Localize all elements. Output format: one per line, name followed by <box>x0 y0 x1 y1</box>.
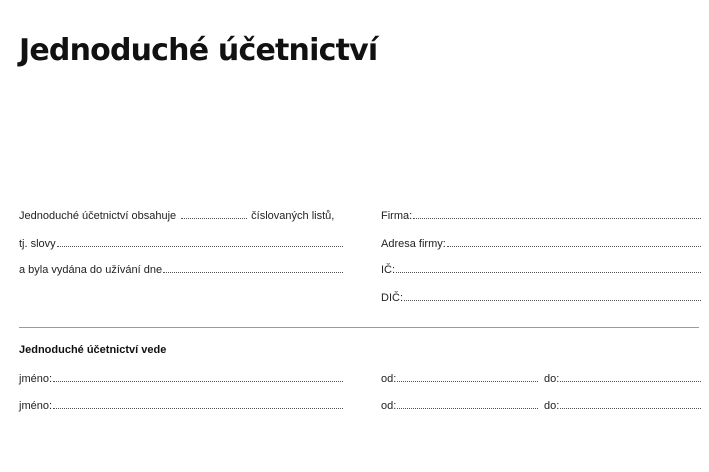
keeper-to-field[interactable] <box>560 407 701 409</box>
dic-label: DIČ: <box>381 292 403 304</box>
issued-date-field[interactable] <box>163 271 343 273</box>
contains-row <box>19 208 343 222</box>
words-field[interactable] <box>57 245 343 247</box>
issued-label: a byla vydána do užívání dne <box>19 264 163 276</box>
dic-field[interactable] <box>404 299 701 301</box>
issued-row <box>19 262 343 276</box>
ic-label: IČ: <box>381 264 396 276</box>
pages-count-field[interactable] <box>181 217 247 219</box>
keeper-name-label: jméno: <box>19 400 53 412</box>
page-title: Jednoduché účetnictví <box>19 33 378 68</box>
words-row <box>19 236 343 250</box>
keeper-to-field[interactable] <box>560 380 701 382</box>
keeper-name-row <box>19 371 343 385</box>
words-label: tj. slovy <box>19 238 56 250</box>
address-label: Adresa firmy: <box>381 238 446 250</box>
firm-label: Firma: <box>381 210 413 222</box>
keeper-from-label: od: <box>381 373 397 385</box>
keeper-name-label: jméno: <box>19 373 53 385</box>
ic-row <box>381 262 701 276</box>
keeper-name-row <box>19 398 343 412</box>
section-divider <box>19 327 699 328</box>
firm-field[interactable] <box>413 217 701 219</box>
keeper-name-field[interactable] <box>53 407 343 409</box>
keeper-to-row <box>544 371 701 385</box>
dic-row <box>381 290 701 304</box>
keeper-to-row <box>544 398 701 412</box>
keeper-to-label: do: <box>544 373 560 385</box>
keeper-from-label: od: <box>381 400 397 412</box>
keeper-from-row <box>381 398 538 412</box>
keeper-from-field[interactable] <box>397 380 538 382</box>
keeper-name-field[interactable] <box>53 380 343 382</box>
address-field[interactable] <box>447 245 701 247</box>
address-row <box>381 236 701 250</box>
keeper-to-label: do: <box>544 400 560 412</box>
keeper-from-row <box>381 371 538 385</box>
contains-label: Jednoduché účetnictví obsahuje <box>19 210 177 222</box>
pages-label: číslovaných listů, <box>251 210 335 222</box>
keeper-from-field[interactable] <box>397 407 538 409</box>
ic-field[interactable] <box>396 271 701 273</box>
keeper-heading: Jednoduché účetnictví vede <box>19 344 167 356</box>
firm-row <box>381 208 701 222</box>
